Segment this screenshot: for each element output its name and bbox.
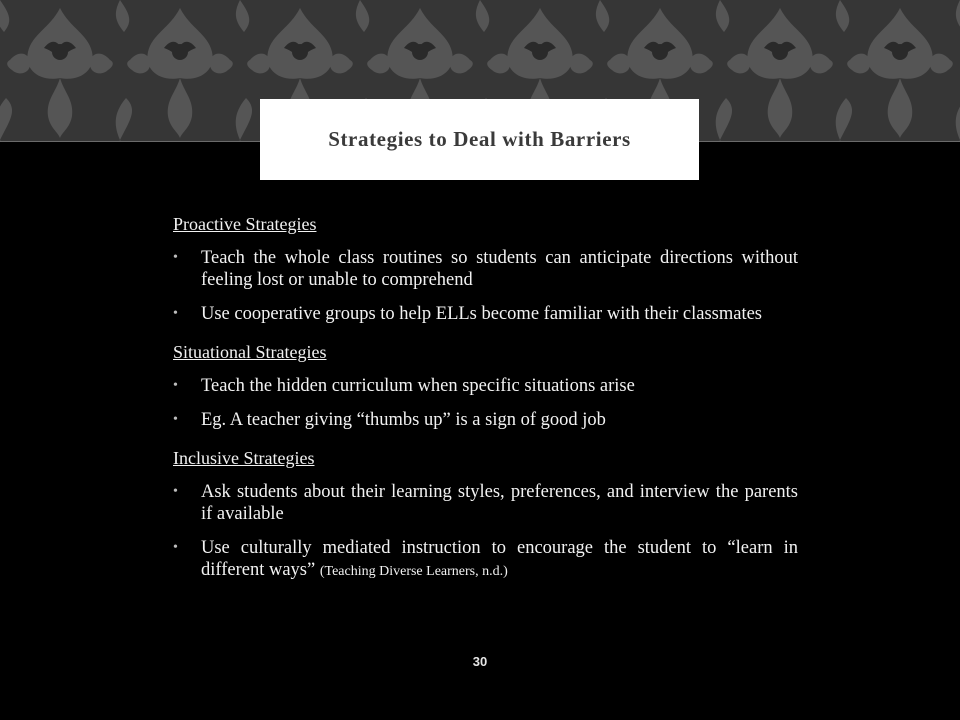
bullet-text: Teach the hidden curriculum when specific situations arise (201, 376, 635, 396)
bullet-item (173, 375, 798, 397)
bullet-dot-icon: • (173, 250, 178, 265)
bullet-text: Eg. A teacher giving “thumbs up” is a sign of good job (201, 410, 606, 430)
bullet-dot-icon: • (173, 540, 178, 555)
bullet-text: Teach the whole class routines so students can anticipate directions without feeling lost or unable to comprehend (201, 248, 798, 290)
page-number: 30 (472, 654, 488, 669)
bullet-dot-icon: • (173, 306, 178, 321)
bullet-text: Ask students about their learning styles, preferences, and interview the parents if available (201, 482, 798, 524)
bullet-dot-icon: • (173, 378, 178, 393)
bullet-text: Use cooperative groups to help ELLs become familiar with their classmates (201, 304, 762, 324)
slide-content (173, 209, 798, 595)
bullet-text: Use culturally mediated instruction to encourage the student to “learn in different ways” (201, 538, 798, 580)
bullet-item (173, 481, 798, 525)
bullet-item (173, 409, 798, 431)
section-heading-proactive: Proactive Strategies (173, 214, 317, 234)
bullet-dot-icon: • (173, 484, 178, 499)
bullet-item (173, 537, 798, 583)
bullet-item (173, 303, 798, 325)
citation: (Teaching Diverse Learners, n.d.) (319, 564, 508, 579)
bullet-dot-icon: • (173, 412, 178, 427)
section-heading-situational: Situational Strategies (173, 342, 327, 362)
slide-title: Strategies to Deal with Barriers (328, 127, 631, 151)
bullet-item (173, 247, 798, 291)
section-heading-inclusive: Inclusive Strategies (173, 448, 315, 468)
title-box (260, 99, 699, 180)
